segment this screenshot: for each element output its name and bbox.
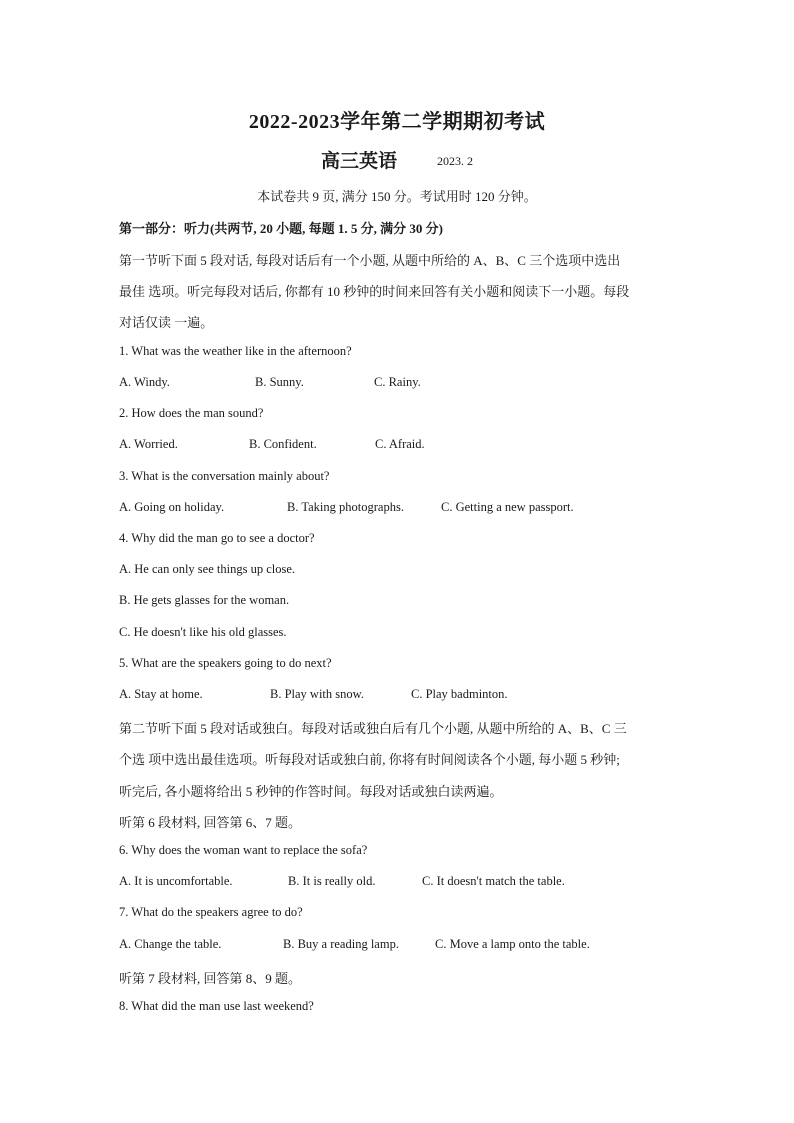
q3-option-b: B. Taking photographs. xyxy=(287,500,404,514)
section1-instructions-line: 第一节听下面 5 段对话, 每段对话后有一个小题, 从题中所给的 A、B、C 三个选项中选出 xyxy=(119,253,621,268)
q4-option-c: C. He doesn't like his old glasses. xyxy=(119,625,287,639)
exam-subtitle xyxy=(0,146,794,173)
q1-option-b: B. Sunny. xyxy=(255,375,304,389)
material-7-label: 听第 7 段材料, 回答第 8、9 题。 xyxy=(119,971,302,986)
q4-option-a: A. He can only see things up close. xyxy=(119,562,296,576)
section2-instructions-line: 听完后, 各小题将给出 5 秒钟的作答时间。每段对话或独白读两遍。 xyxy=(119,784,503,799)
q3-option-c: C. Getting a new passport. xyxy=(441,500,574,514)
q2-option-c: C. Afraid. xyxy=(375,437,425,451)
section1-instructions-line: 最佳 选项。听完每段对话后, 你都有 10 秒钟的时间来回答有关小题和阅读下一小题。每段 xyxy=(119,284,630,299)
q3-option-a: A. Going on holiday. xyxy=(119,500,225,514)
q5-option-c: C. Play badminton. xyxy=(411,687,508,701)
question-3: 3. What is the conversation mainly about? xyxy=(119,469,330,483)
question-4: 4. Why did the man go to see a doctor? xyxy=(119,531,315,545)
question-7: 7. What do the speakers agree to do? xyxy=(119,905,303,919)
q4-option-b: B. He gets glasses for the woman. xyxy=(119,593,290,607)
exam-title: 2022-2023学年第二学期期初考试 xyxy=(248,111,546,133)
q7-option-a: A. Change the table. xyxy=(119,937,222,951)
q2-option-b: B. Confident. xyxy=(249,437,317,451)
subject-label: 高三英语 xyxy=(320,151,397,172)
q5-option-a: A. Stay at home. xyxy=(119,687,203,701)
q2-option-a: A. Worried. xyxy=(119,437,178,451)
exam-info: 本试卷共 9 页, 满分 150 分。考试用时 120 分钟。 xyxy=(257,189,537,204)
q7-option-b: B. Buy a reading lamp. xyxy=(283,937,399,951)
q1-option-a: A. Windy. xyxy=(119,375,170,389)
part1-heading: 第一部分：听力(共两节, 20 小题, 每题 1. 5 分, 满分 30 分) xyxy=(119,221,443,236)
q7-option-c: C. Move a lamp onto the table. xyxy=(435,937,590,951)
material-6-label: 听第 6 段材料, 回答第 6、7 题。 xyxy=(119,815,302,830)
question-2: 2. How does the man sound? xyxy=(119,406,264,420)
section2-instructions-line: 第二节听下面 5 段对话或独白。每段对话或独白后有几个小题, 从题中所给的 A、B、C 三 xyxy=(119,721,627,736)
q5-option-b: B. Play with snow. xyxy=(270,687,364,701)
question-1: 1. What was the weather like in the afternoon? xyxy=(119,344,352,358)
question-8: 8. What did the man use last weekend? xyxy=(119,999,314,1013)
q6-option-a: A. It is uncomfortable. xyxy=(119,874,233,888)
question-5: 5. What are the speakers going to do next? xyxy=(119,656,332,670)
q6-option-b: B. It is really old. xyxy=(288,874,376,888)
section2-instructions-line: 个选 项中选出最佳选项。听每段对话或独白前, 你将有时间阅读各个小题, 每小题 5 秒钟; xyxy=(119,752,620,767)
question-6: 6. Why does the woman want to replace the sofa? xyxy=(119,843,368,857)
exam-date: 2023. 2 xyxy=(437,154,473,168)
q6-option-c: C. It doesn't match the table. xyxy=(422,874,565,888)
section1-instructions-line: 对话仅读 一遍。 xyxy=(119,315,214,330)
q1-option-c: C. Rainy. xyxy=(374,375,421,389)
